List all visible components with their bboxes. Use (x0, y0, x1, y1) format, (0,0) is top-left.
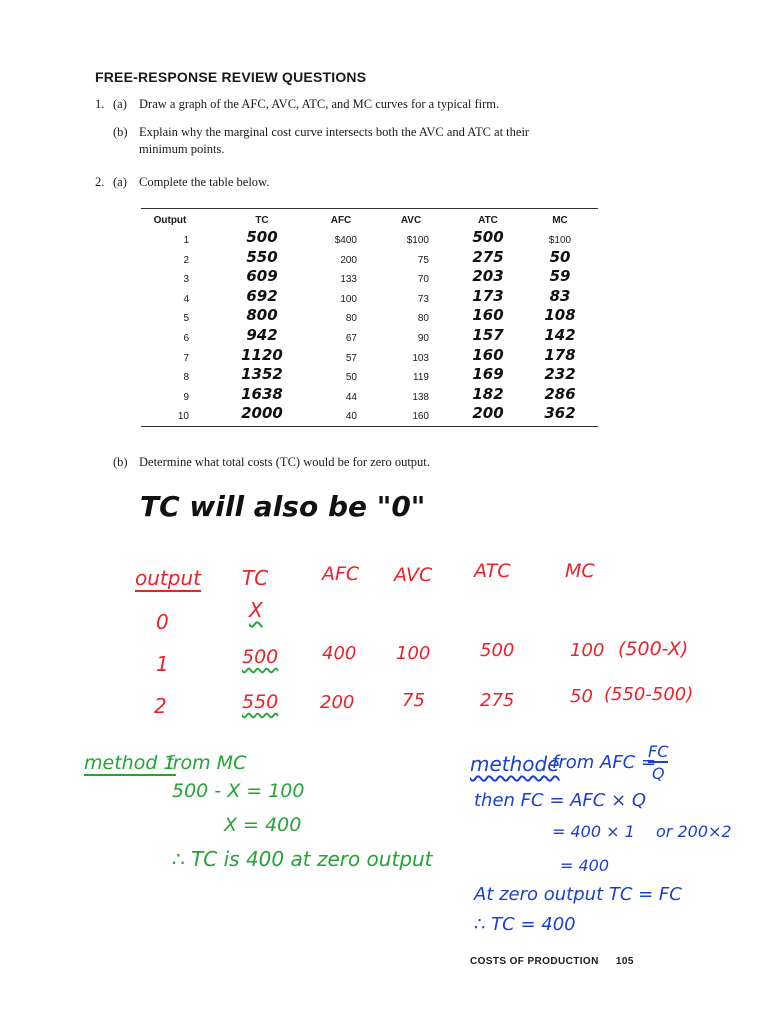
table-row (141, 365, 598, 387)
table-row (141, 384, 598, 407)
cell-mc: 286 (544, 384, 576, 403)
cell-tc: 1352 (241, 365, 283, 384)
method-1-line2: X = 400 (224, 814, 302, 836)
method-1-subtitle: from MC (166, 752, 247, 774)
cell-afc: $400 (334, 235, 357, 246)
question-1b (95, 124, 595, 160)
cell-output: 10 (177, 411, 189, 423)
cell-atc: 203 (472, 267, 504, 286)
part-label: (b) (113, 455, 128, 469)
method-1-line3: ∴ TC is 400 at zero output (172, 847, 433, 871)
red-header-tc: TC (242, 566, 269, 590)
table-row (141, 267, 598, 289)
red-tc-x: X (249, 598, 263, 622)
cell-tc: 942 (246, 326, 278, 344)
cell-output: 5 (183, 313, 189, 325)
method-2-line3: = 400 (560, 856, 610, 875)
part-label: (a) (113, 175, 127, 189)
red-output-0: 0 (156, 610, 169, 634)
cell-afc: 200 (340, 254, 357, 266)
cell-avc: 138 (412, 391, 429, 403)
cell-afc: 133 (340, 274, 357, 286)
method-2-fraction-denominator: Q (652, 764, 665, 783)
cell-avc: 90 (417, 333, 429, 344)
cell-avc: 119 (413, 372, 429, 384)
header-afc: AFC (330, 215, 352, 226)
chapter-title: COSTS OF PRODUCTION (470, 956, 599, 967)
red-tc-2: 550 (242, 691, 279, 713)
cell-mc: 178 (544, 345, 576, 364)
cell-tc: 500 (246, 228, 278, 246)
red-mc-note-1: (500-X) (618, 638, 689, 660)
cell-tc: 550 (246, 247, 278, 266)
cell-atc: 173 (472, 286, 504, 305)
cell-tc: 692 (246, 286, 278, 305)
cell-avc: 70 (417, 274, 429, 286)
part-label: (b) (113, 125, 128, 139)
method-2-title: methode (470, 752, 560, 776)
cell-avc: 160 (412, 411, 429, 423)
header-atc: ATC (478, 215, 498, 226)
section-heading: FREE-RESPONSE REVIEW QUESTIONS (95, 69, 367, 85)
cell-afc: 40 (345, 411, 357, 423)
red-atc-2: 275 (480, 690, 515, 711)
table-row (141, 306, 598, 328)
cell-output: 3 (183, 274, 189, 286)
cell-avc: 80 (417, 313, 429, 325)
question-text: Draw a graph of the AFC, AVC, ATC, and MC curves for a typical firm. (139, 97, 500, 111)
table-row (141, 228, 598, 250)
cell-afc: 100 (340, 293, 357, 305)
method-2-subtitle: from AFC = (552, 752, 657, 773)
red-tc-1: 500 (242, 646, 279, 668)
question-text: Explain why the marginal cost curve intersects both the AVC and ATC at their minimum points. (139, 125, 530, 156)
cell-atc: 160 (472, 345, 504, 364)
cell-output: 2 (183, 254, 189, 266)
handwritten-answer-b: TC will also be "0" (140, 490, 426, 523)
red-afc-1: 400 (322, 643, 357, 664)
red-header-afc: AFC (322, 563, 360, 585)
cell-afc: 50 (345, 372, 357, 384)
table-row (141, 247, 598, 270)
cell-atc: 500 (472, 228, 504, 246)
cell-avc: 73 (417, 293, 429, 305)
method-2-line4: At zero output TC = FC (474, 884, 682, 905)
red-atc-1: 500 (480, 640, 515, 661)
cell-atc: 160 (472, 306, 504, 325)
cell-afc: 80 (345, 313, 357, 325)
cell-mc: 232 (544, 365, 576, 384)
cell-avc: 75 (417, 254, 429, 266)
cell-afc: 67 (345, 333, 357, 344)
cell-afc: 57 (345, 352, 357, 364)
cell-mc: $100 (548, 235, 572, 246)
cost-table (141, 208, 598, 427)
table-header-row (141, 211, 598, 230)
cell-output: 7 (183, 352, 189, 364)
cell-tc: 609 (246, 267, 278, 286)
red-header-mc: MC (565, 560, 595, 582)
question-2a (95, 174, 595, 194)
header-tc: TC (255, 215, 269, 226)
question-text: Determine what total costs (TC) would be for zero output. (139, 455, 430, 469)
red-output-2: 2 (154, 694, 167, 718)
cell-tc: 800 (246, 306, 278, 325)
red-header-avc: AVC (394, 564, 433, 586)
question-number: 2. (95, 175, 105, 189)
cell-mc: 50 (549, 247, 571, 266)
cell-atc: 182 (472, 384, 504, 403)
red-mc-1: 100 (570, 640, 605, 661)
page-number: 105 (615, 956, 634, 967)
red-output-1: 1 (156, 652, 169, 676)
table-row (141, 404, 598, 426)
method-2-line1: then FC = AFC × Q (474, 790, 647, 811)
red-header-output: output (135, 566, 201, 590)
red-avc-1: 100 (396, 643, 431, 664)
cell-output: 4 (183, 293, 189, 305)
header-mc: MC (552, 215, 568, 226)
red-header-atc: ATC (474, 560, 511, 582)
red-mc-note-2: (550-500) (604, 684, 694, 705)
cell-mc: 362 (544, 404, 576, 423)
cell-output: 6 (183, 333, 189, 344)
cell-tc: 2000 (241, 404, 283, 423)
cell-atc: 157 (472, 326, 504, 344)
red-afc-2: 200 (320, 692, 355, 713)
cell-mc: 59 (549, 267, 571, 286)
question-1a (95, 96, 595, 116)
table-row (141, 286, 598, 309)
cell-mc: 108 (544, 306, 576, 325)
cell-avc: $100 (406, 235, 429, 246)
red-mc-2: 50 (570, 686, 593, 707)
header-output: Output (153, 215, 187, 226)
cell-output: 1 (183, 235, 189, 246)
header-avc: AVC (400, 215, 422, 226)
part-label: (a) (113, 97, 127, 111)
method-2-fraction-numerator: FC (648, 742, 669, 761)
cell-output: 9 (183, 391, 189, 403)
method-2-line5: ∴ TC = 400 (474, 914, 576, 935)
cell-tc: 1638 (241, 384, 283, 403)
cell-atc: 200 (472, 404, 504, 423)
question-2b (95, 454, 595, 474)
cell-atc: 275 (472, 247, 504, 266)
question-text: Complete the table below. (139, 175, 270, 189)
cell-mc: 83 (549, 286, 571, 305)
question-number: 1. (95, 97, 105, 111)
table-row (141, 345, 598, 368)
cell-tc: 1120 (241, 345, 283, 364)
method-1-title: method 1 (84, 752, 176, 774)
method-2-line2b: or 200×2 (656, 822, 732, 841)
cell-afc: 44 (345, 391, 357, 403)
cell-mc: 142 (544, 326, 576, 344)
cell-output: 8 (183, 372, 189, 384)
page-footer (470, 956, 634, 967)
table-row (141, 326, 598, 348)
cell-atc: 169 (472, 365, 504, 384)
method-2-line2: = 400 × 1 (552, 822, 635, 841)
red-avc-2: 75 (402, 690, 425, 711)
cell-avc: 103 (412, 352, 429, 364)
method-1-line1: 500 - X = 100 (172, 780, 305, 802)
